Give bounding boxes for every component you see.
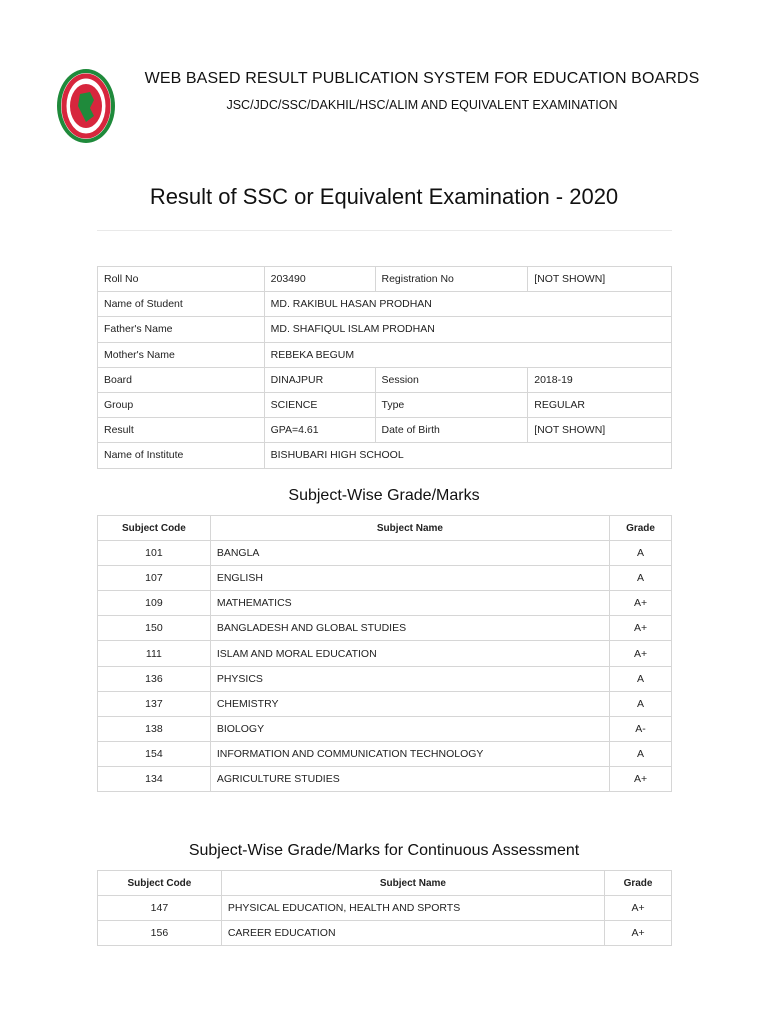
board-label: Board xyxy=(98,367,265,392)
dob-label: Date of Birth xyxy=(375,418,528,443)
father-value: MD. SHAFIQUL ISLAM PRODHAN xyxy=(264,317,671,342)
subject-header-row xyxy=(98,516,672,541)
header-grade: Grade xyxy=(610,516,672,541)
info-row-board xyxy=(98,367,672,392)
subject-name: ENGLISH xyxy=(210,566,609,591)
table-row xyxy=(98,921,672,946)
subject-grade: A+ xyxy=(610,616,672,641)
table-row xyxy=(98,641,672,666)
subject-code: 138 xyxy=(98,716,211,741)
subject-code: 109 xyxy=(98,591,211,616)
session-value: 2018-19 xyxy=(528,367,672,392)
subject-name: BIOLOGY xyxy=(210,716,609,741)
group-value: SCIENCE xyxy=(264,392,375,417)
type-value: REGULAR xyxy=(528,392,672,417)
subject-grade: A xyxy=(610,541,672,566)
header-grade: Grade xyxy=(605,871,672,896)
subject-code: 156 xyxy=(98,921,222,946)
session-label: Session xyxy=(375,367,528,392)
subject-grade: A+ xyxy=(610,591,672,616)
subject-name: ISLAM AND MORAL EDUCATION xyxy=(210,641,609,666)
info-row-result xyxy=(98,418,672,443)
info-row-institute xyxy=(98,443,672,468)
subject-name: MATHEMATICS xyxy=(210,591,609,616)
result-value: GPA=4.61 xyxy=(264,418,375,443)
continuous-assessment-title: Subject-Wise Grade/Marks for Continuous Assessment xyxy=(188,842,580,859)
subject-code: 136 xyxy=(98,666,211,691)
table-row xyxy=(98,616,672,641)
mother-value: REBEKA BEGUM xyxy=(264,342,671,367)
table-row xyxy=(98,896,672,921)
page-title: Result of SSC or Equivalent Examination - 2020 xyxy=(149,184,619,209)
subject-code: 101 xyxy=(98,541,211,566)
subject-name: PHYSICS xyxy=(210,666,609,691)
father-label: Father's Name xyxy=(98,317,265,342)
table-row xyxy=(98,766,672,791)
subject-grade: A xyxy=(610,666,672,691)
table-row xyxy=(98,566,672,591)
subject-code: 107 xyxy=(98,566,211,591)
subject-code: 150 xyxy=(98,616,211,641)
name-label: Name of Student xyxy=(98,292,265,317)
subject-name: PHYSICAL EDUCATION, HEALTH AND SPORTS xyxy=(221,896,604,921)
table-row xyxy=(98,666,672,691)
mother-label: Mother's Name xyxy=(98,342,265,367)
subject-name: CHEMISTRY xyxy=(210,691,609,716)
subject-name: BANGLADESH AND GLOBAL STUDIES xyxy=(210,616,609,641)
info-row-mother xyxy=(98,342,672,367)
roll-value: 203490 xyxy=(264,267,375,292)
table-row xyxy=(98,716,672,741)
subject-name: INFORMATION AND COMMUNICATION TECHNOLOGY xyxy=(210,741,609,766)
institute-value: BISHUBARI HIGH SCHOOL xyxy=(264,443,671,468)
registration-label: Registration No xyxy=(375,267,528,292)
dob-value: [NOT SHOWN] xyxy=(528,418,672,443)
info-row-group xyxy=(98,392,672,417)
type-label: Type xyxy=(375,392,528,417)
table-row xyxy=(98,591,672,616)
roll-label: Roll No xyxy=(98,267,265,292)
government-seal-icon xyxy=(56,68,116,144)
header-subject-name: Subject Name xyxy=(221,871,604,896)
info-row-name xyxy=(98,292,672,317)
subject-grade: A xyxy=(610,566,672,591)
subject-grade: A+ xyxy=(605,896,672,921)
subject-code: 111 xyxy=(98,641,211,666)
subject-name: BANGLA xyxy=(210,541,609,566)
student-info-table xyxy=(97,266,672,469)
subject-grade: A+ xyxy=(610,766,672,791)
subject-grade: A+ xyxy=(605,921,672,946)
subject-grade: A xyxy=(610,741,672,766)
header-subject-code: Subject Code xyxy=(98,516,211,541)
subject-code: 137 xyxy=(98,691,211,716)
institute-label: Name of Institute xyxy=(98,443,265,468)
subject-grade: A- xyxy=(610,716,672,741)
subject-code: 134 xyxy=(98,766,211,791)
assessment-header-row xyxy=(98,871,672,896)
header-subject-code: Subject Code xyxy=(98,871,222,896)
header-title: WEB BASED RESULT PUBLICATION SYSTEM FOR EDUCATION BOARDS xyxy=(144,70,700,87)
header-subject-name: Subject Name xyxy=(210,516,609,541)
subject-name: CAREER EDUCATION xyxy=(221,921,604,946)
board-value: DINAJPUR xyxy=(264,367,375,392)
header-subtitle: JSC/JDC/SSC/DAKHIL/HSC/ALIM AND EQUIVALENT EXAMINATION xyxy=(226,98,618,112)
subject-grade: A+ xyxy=(610,641,672,666)
table-row xyxy=(98,541,672,566)
subject-code: 154 xyxy=(98,741,211,766)
registration-value: [NOT SHOWN] xyxy=(528,267,672,292)
info-row-roll xyxy=(98,267,672,292)
subject-name: AGRICULTURE STUDIES xyxy=(210,766,609,791)
continuous-assessment-table xyxy=(97,870,672,946)
page-header xyxy=(0,60,768,150)
result-label: Result xyxy=(98,418,265,443)
subject-grades-title: Subject-Wise Grade/Marks xyxy=(288,487,480,504)
name-value: MD. RAKIBUL HASAN PRODHAN xyxy=(264,292,671,317)
subject-grades-table xyxy=(97,515,672,792)
subject-grade: A xyxy=(610,691,672,716)
group-label: Group xyxy=(98,392,265,417)
table-row xyxy=(98,741,672,766)
subject-code: 147 xyxy=(98,896,222,921)
info-row-father xyxy=(98,317,672,342)
table-row xyxy=(98,691,672,716)
title-divider xyxy=(97,230,672,231)
